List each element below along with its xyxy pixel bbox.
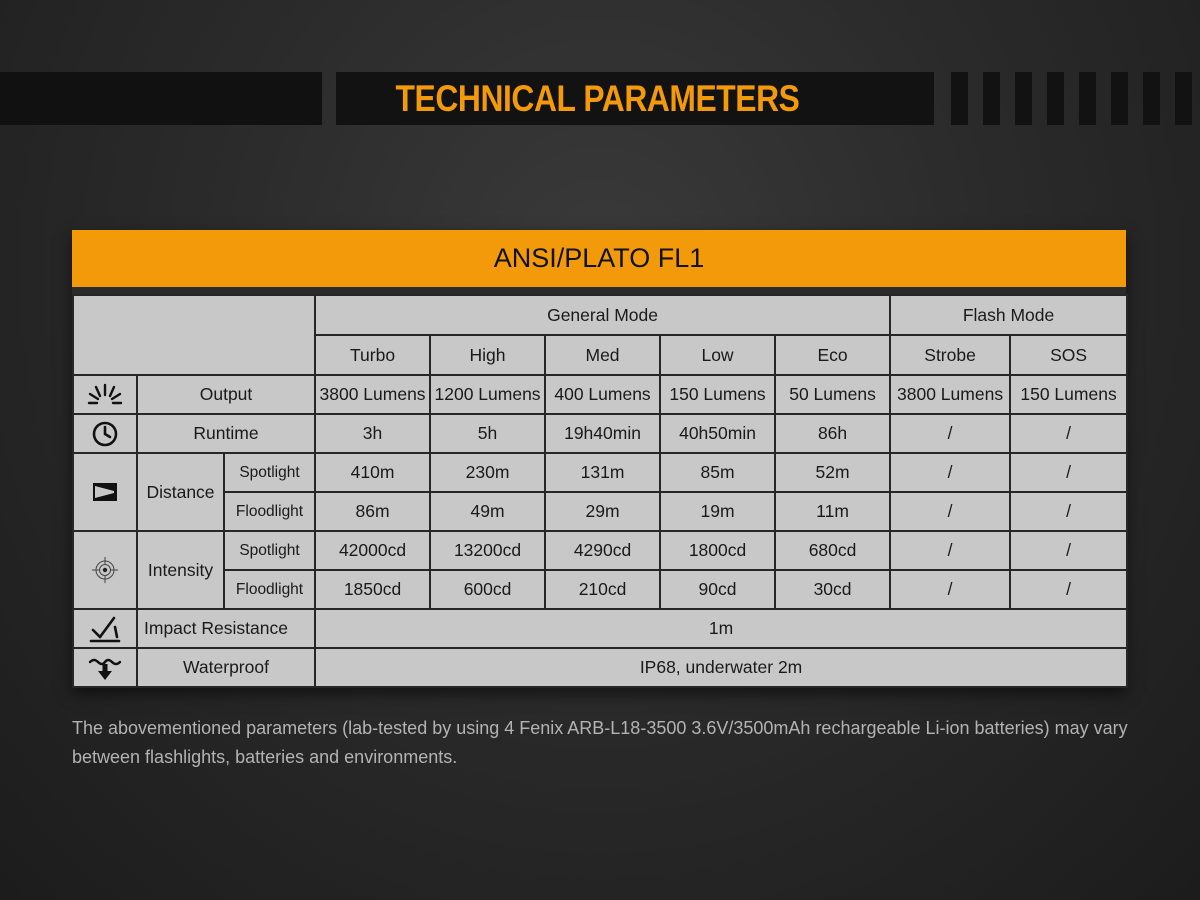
runtime-sos: / [1010, 414, 1127, 453]
intensity-spotlight-turbo: 42000cd [315, 531, 430, 570]
distance-floodlight-sos: / [1010, 492, 1127, 531]
intensity-floodlight-turbo: 1850cd [315, 570, 430, 609]
runtime-strobe: / [890, 414, 1010, 453]
clock-icon [73, 414, 137, 453]
impact-row [73, 609, 1127, 648]
spec-table-panel [72, 230, 1126, 688]
intensity-spotlight-row [73, 531, 1127, 570]
distance-spotlight-med: 131m [545, 453, 660, 492]
brightness-icon [73, 375, 137, 414]
distance-floodlight-label: Floodlight [224, 492, 315, 531]
intensity-floodlight-high: 600cd [430, 570, 545, 609]
output-label: Output [137, 375, 315, 414]
output-med: 400 Lumens [545, 375, 660, 414]
output-turbo: 3800 Lumens [315, 375, 430, 414]
intensity-floodlight-row [73, 570, 1127, 609]
impact-icon [73, 609, 137, 648]
table-header: ANSI/PLATO FL1 [72, 230, 1126, 287]
mode-turbo: Turbo [315, 335, 430, 375]
mode-strobe: Strobe [890, 335, 1010, 375]
intensity-spotlight-strobe: / [890, 531, 1010, 570]
runtime-med: 19h40min [545, 414, 660, 453]
decor-stripe [1175, 72, 1192, 125]
decor-stripe [983, 72, 1000, 125]
distance-spotlight-label: Spotlight [224, 453, 315, 492]
waterproof-row [73, 648, 1127, 687]
decor-stripe [951, 72, 968, 125]
decor-stripe [1111, 72, 1128, 125]
output-low: 150 Lumens [660, 375, 775, 414]
beam-distance-icon [73, 453, 137, 531]
distance-floodlight-low: 19m [660, 492, 775, 531]
runtime-eco: 86h [775, 414, 890, 453]
distance-floodlight-strobe: / [890, 492, 1010, 531]
distance-spotlight-strobe: / [890, 453, 1010, 492]
corner-cell [73, 295, 315, 375]
flash-mode-header: Flash Mode [890, 295, 1127, 335]
waterproof-icon [73, 648, 137, 687]
title-band-left [0, 72, 322, 125]
mode-high: High [430, 335, 545, 375]
runtime-low: 40h50min [660, 414, 775, 453]
distance-spotlight-turbo: 410m [315, 453, 430, 492]
spec-table [72, 294, 1128, 688]
intensity-spotlight-low: 1800cd [660, 531, 775, 570]
intensity-spotlight-label: Spotlight [224, 531, 315, 570]
distance-floodlight-row [73, 492, 1127, 531]
intensity-spotlight-high: 13200cd [430, 531, 545, 570]
intensity-floodlight-low: 90cd [660, 570, 775, 609]
distance-floodlight-eco: 11m [775, 492, 890, 531]
footnote: The abovementioned parameters (lab-tested by using 4 Fenix ARB-L18-3500 3.6V/3500mAh rechargeable Li-ion batteries) may vary between flashlights, batteries and environments. [72, 718, 1128, 767]
distance-spotlight-sos: / [1010, 453, 1127, 492]
intensity-spotlight-eco: 680cd [775, 531, 890, 570]
intensity-spotlight-sos: / [1010, 531, 1127, 570]
mode-low: Low [660, 335, 775, 375]
distance-label: Distance [137, 453, 224, 531]
output-eco: 50 Lumens [775, 375, 890, 414]
decor-stripe [1015, 72, 1032, 125]
general-mode-header: General Mode [315, 295, 890, 335]
group-header-row [73, 295, 1127, 335]
intensity-floodlight-eco: 30cd [775, 570, 890, 609]
waterproof-label: Waterproof [137, 648, 315, 687]
runtime-high: 5h [430, 414, 545, 453]
runtime-label: Runtime [137, 414, 315, 453]
intensity-floodlight-label: Floodlight [224, 570, 315, 609]
runtime-row [73, 414, 1127, 453]
impact-label: Impact Resistance [137, 609, 315, 648]
output-row [73, 375, 1127, 414]
intensity-floodlight-med: 210cd [545, 570, 660, 609]
page-title: TECHNICAL PARAMETERS [395, 77, 800, 119]
runtime-turbo: 3h [315, 414, 430, 453]
distance-floodlight-med: 29m [545, 492, 660, 531]
intensity-spotlight-med: 4290cd [545, 531, 660, 570]
waterproof-value: IP68, underwater 2m [315, 648, 1127, 687]
mode-med: Med [545, 335, 660, 375]
intensity-floodlight-sos: / [1010, 570, 1127, 609]
distance-spotlight-low: 85m [660, 453, 775, 492]
intensity-label: Intensity [137, 531, 224, 609]
output-strobe: 3800 Lumens [890, 375, 1010, 414]
distance-floodlight-turbo: 86m [315, 492, 430, 531]
distance-spotlight-eco: 52m [775, 453, 890, 492]
output-sos: 150 Lumens [1010, 375, 1127, 414]
impact-value: 1m [315, 609, 1127, 648]
target-icon [73, 531, 137, 609]
mode-eco: Eco [775, 335, 890, 375]
distance-spotlight-high: 230m [430, 453, 545, 492]
mode-sos: SOS [1010, 335, 1127, 375]
distance-spotlight-row [73, 453, 1127, 492]
distance-floodlight-high: 49m [430, 492, 545, 531]
decor-stripe [1079, 72, 1096, 125]
output-high: 1200 Lumens [430, 375, 545, 414]
decor-stripe [1047, 72, 1064, 125]
intensity-floodlight-strobe: / [890, 570, 1010, 609]
decor-stripe [1143, 72, 1160, 125]
